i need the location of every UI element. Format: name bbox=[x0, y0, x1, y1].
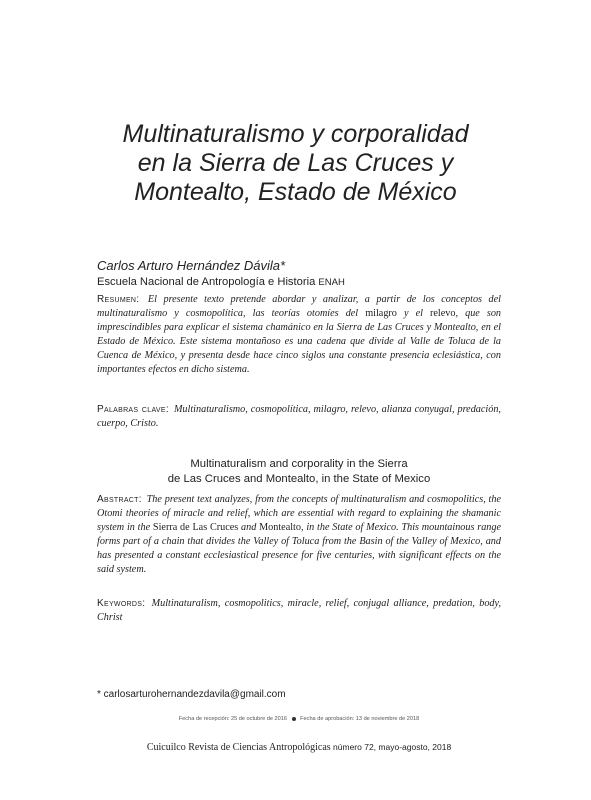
resumen-paragraph bbox=[97, 293, 501, 377]
received-date: Fecha de recepción: 25 de octubre de 2016 bbox=[178, 716, 287, 722]
author-name: Carlos Arturo Hernández Dávila* bbox=[97, 258, 286, 273]
abstract-text: and bbox=[241, 522, 257, 533]
title-line: Multinaturalismo y corporalidad bbox=[122, 120, 469, 148]
resumen-label: Resumen: bbox=[97, 294, 140, 305]
resumen-term: milagro bbox=[365, 308, 397, 319]
institution-acronym: ENAH bbox=[318, 277, 345, 288]
palabras-clave-text: Multinaturalismo, cosmopolítica, milagro, relevo, alianza conyugal, predación, cuerpo, Cristo. bbox=[97, 404, 501, 429]
resumen-text: , que son imprescindibles para explicar el sistema chamánico en la Sierra de Las Cruces y Montealto, en el Estado de México. Este sistema montañoso es una cadena que divide al Valle de Toluca de la Cuenca de México, y presenta desde hace cinco siglos una constante presencia eclesiástica, con importantes efectos en dicho sistema. bbox=[97, 308, 502, 375]
resumen-text: El presente texto pretende abordar y analizar, a partir de los conceptos del multinaturalismo y cosmopolítica, las teorías otomíes del bbox=[97, 294, 501, 319]
article-title bbox=[60, 120, 531, 207]
keywords-label: Keywords: bbox=[97, 598, 146, 609]
resumen-term: relevo bbox=[430, 308, 456, 319]
publication-dates bbox=[97, 716, 501, 722]
title-line: en la Sierra de Las Cruces y bbox=[137, 149, 454, 177]
keywords-text: Multinaturalism, cosmopolitics, miracle, relief, conjugal alliance, predation, body, Christ bbox=[97, 598, 502, 623]
english-title-line: de Las Cruces and Montealto, in the State of Mexico bbox=[167, 473, 431, 485]
abstract-label: Abstract: bbox=[97, 494, 142, 505]
english-title-line: Multinaturalism and corporality in the Sierra bbox=[190, 458, 408, 470]
abstract-term: Sierra de Las Cruces bbox=[152, 522, 239, 533]
institution-name: Escuela Nacional de Antropología e Historia bbox=[97, 276, 316, 288]
journal-name: Cuicuilco Revista de Ciencias Antropológicas bbox=[146, 742, 331, 753]
abstract-term: Montealto bbox=[259, 522, 301, 533]
keywords-paragraph bbox=[97, 597, 501, 625]
separator-dot-icon bbox=[292, 717, 296, 721]
abstract-text: , in the State of Mexico. This mountainous range forms part of a chain that divides the Valley of Toluca from the Basin of the Valley of Mexico, and has presented a constant ecclesiastical presence for five centuries, with significant effects on the said system. bbox=[97, 522, 502, 575]
palabras-clave-label: Palabras clave: bbox=[97, 404, 169, 415]
journal-issue: número 72, mayo-agosto, 2018 bbox=[333, 742, 452, 752]
english-title bbox=[97, 457, 501, 487]
title-line: Montealto, Estado de México bbox=[134, 178, 457, 206]
author-institution bbox=[97, 276, 345, 288]
abstract-paragraph bbox=[97, 493, 501, 577]
journal-footer bbox=[97, 742, 501, 753]
abstract-text: The present text analyzes, from the concepts of multinaturalism and cosmopolitics, the Otomi theories of miracle and relief, which are essential with regard to explaining the shamanic system in the bbox=[97, 494, 501, 533]
approved-date: Fecha de aprobación: 13 de noviembre de 2018 bbox=[300, 716, 420, 722]
author-email-footnote: * carlosarturohernandezdavila@gmail.com bbox=[97, 689, 286, 700]
resumen-text: y el bbox=[403, 308, 423, 319]
palabras-clave-paragraph bbox=[97, 403, 501, 431]
